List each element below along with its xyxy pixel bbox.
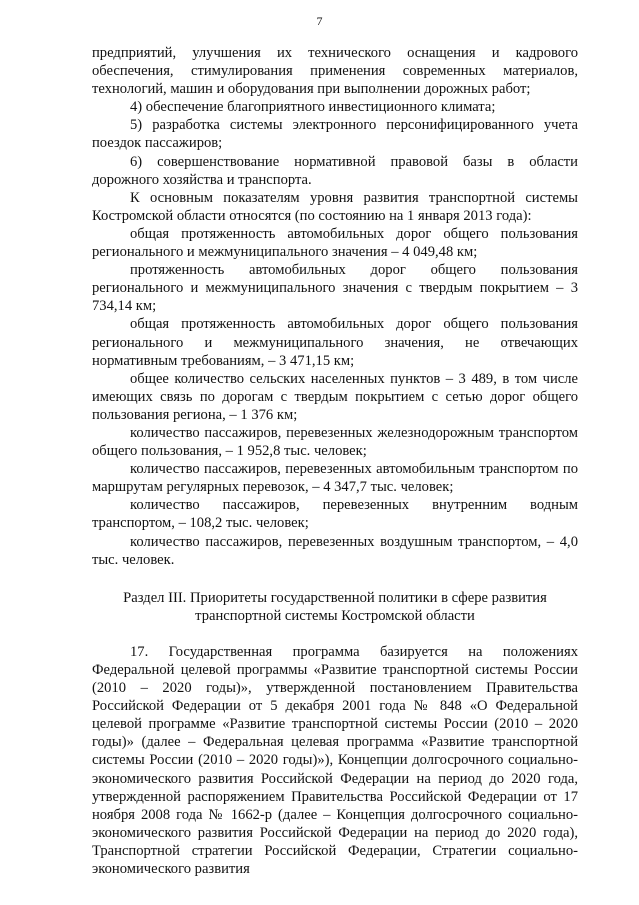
indicator-paved-road-length: протяженность автомобильных дорог общего пользования регионального и межмуниципального значения с твердым покрытием – 3 734,14 км; xyxy=(92,262,578,315)
list-item-4: 4) обеспечение благоприятного инвестиционного климата; xyxy=(130,99,496,116)
paragraph-continuation: предприятий, улучшения их технического оснащения и кадрового обеспечения, стимулирования применения современных материалов, технологий, машин и оборудования при выполнении дорожных работ; xyxy=(92,45,578,98)
indicators-intro: К основным показателям уровня развития транспортной системы Костромской области относятся (по состоянию на 1 января 2013 года): xyxy=(92,189,578,224)
indicator-rail-passengers: количество пассажиров, перевезенных железнодорожным транспортом общего пользования, – 1 952,8 тыс. человек; xyxy=(92,424,578,460)
section-title-line-2: транспортной системы Костромской области xyxy=(195,607,475,624)
page-number: 7 xyxy=(316,14,323,28)
indicator-road-passengers: количество пассажиров, перевезенных автомобильным транспортом по маршрутам регулярных перевозок, – 4 347,7 тыс. человек; xyxy=(92,461,578,496)
list-item-6: 6) совершенствование нормативной правовой базы в области дорожного хозяйства и транспорта. xyxy=(92,153,578,188)
indicator-water-passengers: количество пассажиров, перевезенных внутренним водным транспортом, – 108,2 тыс. человек; xyxy=(92,497,578,532)
list-item-5: 5) разработка системы электронного персонифицированного учета поездок пассажиров; xyxy=(92,117,578,152)
indicator-noncompliant-road-length: общая протяженность автомобильных дорог общего пользования регионального и межмуниципального значения, не отвечающих нормативным требованиям, – 3 471,15 км; xyxy=(92,316,578,369)
document-body xyxy=(92,44,578,878)
section-title xyxy=(92,589,578,625)
section-title-line-1: Раздел III. Приоритеты государственной политики в сфере развития xyxy=(123,589,547,606)
indicator-rural-settlements: общее количество сельских населенных пунктов – 3 489, в том числе имеющих связь по дорогам с твердым покрытием с сетью дорог общего пользования региона, – 1 376 км; xyxy=(92,370,578,423)
indicator-air-passengers: количество пассажиров, перевезенных воздушным транспортом, – 4,0 тыс. человек. xyxy=(92,533,578,568)
indicator-total-road-length: общая протяженность автомобильных дорог общего пользования регионального и межмуниципального значения – 4 049,48 км; xyxy=(92,225,578,261)
paragraph-17: 17. Государственная программа базируется на положениях Федеральной целевой программы «Развитие транспортной системы России (2010 – 2020 годы)», утвержденной постановлением Правительства Российской Федерации от 5 декабря 2001 года № 848 «О Федеральной целевой программе «Развитие транспортной системы России (2010 – 2020 годы)» (далее – Федеральная целевая программа «Развитие транспортной системы России (2010 – 2020 годы)»), Концепции долгосрочного социально-экономического развития Российской Федерации на период до 2020 года, утвержденной распоряжением Правительства Российской Федерации от 17 ноября 2008 года № 1662-р (далее – Концепция долгосрочного социально-экономического развития Российской Федерации на период до 2020 года), Транспортной стратегии Российской Федерации, Стратегии социально-экономического развития xyxy=(92,643,578,878)
